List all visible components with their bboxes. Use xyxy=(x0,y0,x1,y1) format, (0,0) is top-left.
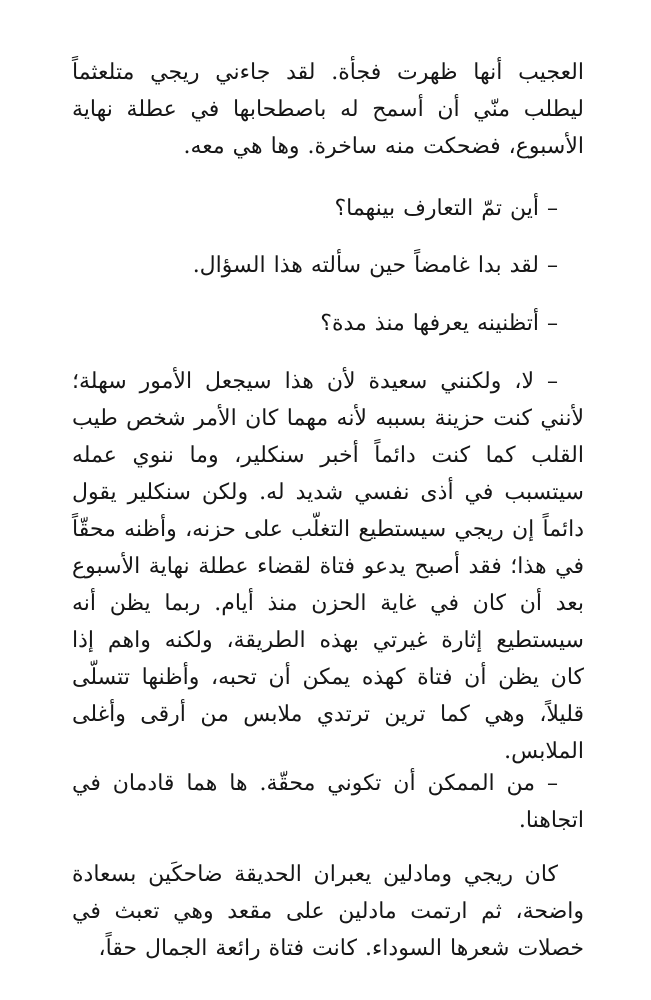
dialogue-line: – أين تمّ التعارف بينهما؟ xyxy=(334,196,558,221)
dialogue-line: – لقد بدا غامضاً حين سألته هذا السؤال. xyxy=(192,253,558,278)
dialogue-line: – أتظنينه يعرفها منذ مدة؟ xyxy=(320,311,558,336)
narrative-paragraph: كان ريجي ومادلين يعبران الحديقة ضاحكَين بسعادة واضحة، ثم ارتمت مادلين على مقعد وهي تعبث في خصلات شعرها السوداء. كانت فتاة رائعة الجمال حقاً، xyxy=(72,862,584,961)
dialogue-paragraph: – لا، ولكنني سعيدة لأن هذا سيجعل الأمور سهلة؛ لأنني كنت حزينة بسببه لأنه مهما كان الأمر شخص طيب القلب كما كنت دائماً أخبر سنكلير، وما ننوي عمله سيتسبب في أذى نفسي شديد له. ولكن سنكلير يقول دائماً إن ريجي سيستطيع التغلّب على حزنه، وأظنه محقّاً في هذا؛ فقد أصبح يدعو فتاة لقضاء عطلة نهاية الأسبوع بعد أن كان في غاية الحزن منذ أيام. ربما يظن أنه سيستطيع إثارة غيرتي بهذه الطريقة، ولكنه واهم إذا كان يظن أن فتاة كهذه يمكن أن تحبه، وأظنها تتسلّى قليلاً، وهي كما ترين ترتدي ملابس من أرقى وأغلى الملابس. xyxy=(72,369,584,764)
dialogue-line: – من الممكن أن تكوني محقّة. ها هما قادمان في اتجاهنا. xyxy=(72,771,584,833)
paragraph-opening: العجيب أنها ظهرت فجأة. لقد جاءني ريجي متلعثماً ليطلب منّي أن أسمح له باصطحابها في عطلة نهاية الأسبوع، فضحكت منه ساخرة. وها هي معه. xyxy=(72,60,584,159)
